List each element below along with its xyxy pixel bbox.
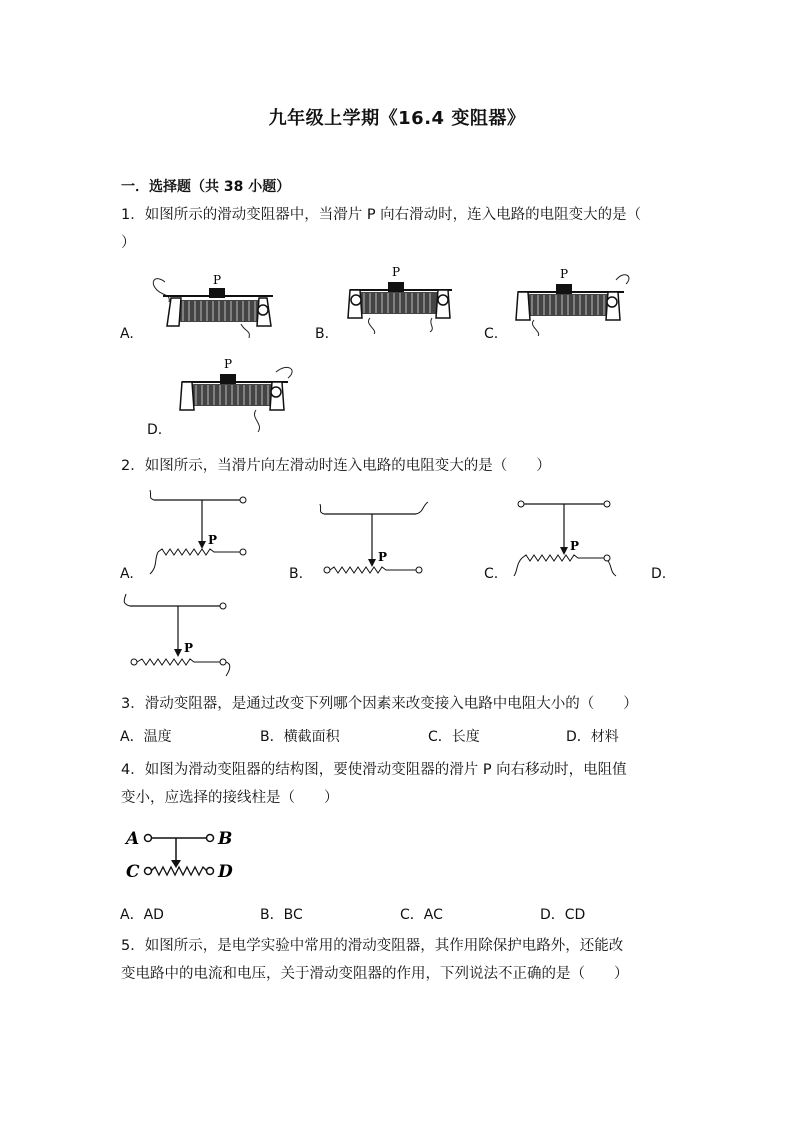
terminal-c-label: C xyxy=(126,862,140,882)
q1-option-d-label: D. xyxy=(147,422,163,438)
q1-option-a-label: A. xyxy=(120,326,134,342)
question-5-line2: 变电路中的电流和电压，关于滑动变阻器的作用，下列说法不正确的是（ ） xyxy=(121,966,629,982)
question-4-text xyxy=(121,756,681,812)
q1-rheostat-c-image xyxy=(512,264,640,336)
q4-option-d: D．CD xyxy=(540,907,586,923)
q1-option-b-label: B. xyxy=(315,326,330,342)
q3-option-c: C．长度 xyxy=(428,729,480,745)
q2-option-b-label: B. xyxy=(289,566,304,582)
q2-circuit-b-diagram xyxy=(316,498,432,580)
slider-label: P xyxy=(570,539,580,553)
slider-label: P xyxy=(378,550,388,564)
q1-rheostat-b-image xyxy=(340,262,460,334)
slider-label: P xyxy=(391,265,401,279)
q4-option-a: A．AD xyxy=(120,907,164,923)
question-1-text xyxy=(121,201,681,257)
q3-option-b: B．横截面积 xyxy=(260,729,340,745)
terminal-d-label: D xyxy=(218,862,233,882)
slider-label: P xyxy=(559,267,569,281)
page-title: 九年级上学期《16.4 变阻器》 xyxy=(268,108,526,129)
q1-option-c-label: C. xyxy=(484,326,499,342)
section-heading: 一．选择题（共 38 小题） xyxy=(121,179,291,195)
question-5-line1: 5．如图所示，是电学实验中常用的滑动变阻器，其作用除保护电路外，还能改 xyxy=(121,938,624,954)
question-4-line1: 4．如图为滑动变阻器的结构图，要使滑动变阻器的滑片 P 向右移动时，电阻值 xyxy=(121,762,627,778)
question-1-line2: ） xyxy=(121,235,136,251)
q1-rheostat-d-image xyxy=(176,356,306,432)
terminal-a-label: A xyxy=(126,829,140,849)
slider-label: P xyxy=(208,533,218,547)
q2-option-c-label: C. xyxy=(484,566,499,582)
q2-option-a-label: A. xyxy=(120,566,134,582)
slider-label: P xyxy=(223,357,233,371)
q4-option-c: C．AC xyxy=(400,907,443,923)
q4-option-b: B．BC xyxy=(260,907,303,923)
q1-rheostat-a-image xyxy=(145,268,290,340)
question-3-text: 3．滑动变阻器，是通过改变下列哪个因素来改变接入电路中电阻大小的（ ） xyxy=(121,696,638,712)
question-1-line1: 1．如图所示的滑动变阻器中，当滑片 P 向右滑动时，连入电路的电阻变大的是（ xyxy=(121,207,642,223)
q3-option-a: A．温度 xyxy=(120,729,172,745)
q2-option-d-label: D. xyxy=(651,566,667,582)
question-4-line2: 变小，应选择的接线柱是（ ） xyxy=(121,790,339,806)
question-2-text: 2．如图所示，当滑片向左滑动时连入电路的电阻变大的是（ ） xyxy=(121,458,551,474)
q2-circuit-a-diagram xyxy=(144,486,254,578)
q2-circuit-d-diagram xyxy=(120,590,240,680)
slider-label: P xyxy=(212,273,222,287)
slider-label: P xyxy=(184,641,194,655)
q2-circuit-c-diagram xyxy=(510,494,620,578)
q4-rheostat-structure-diagram xyxy=(120,822,244,886)
terminal-b-label: B xyxy=(218,829,233,849)
q3-option-d: D．材料 xyxy=(566,729,619,745)
question-5-text xyxy=(121,932,681,988)
